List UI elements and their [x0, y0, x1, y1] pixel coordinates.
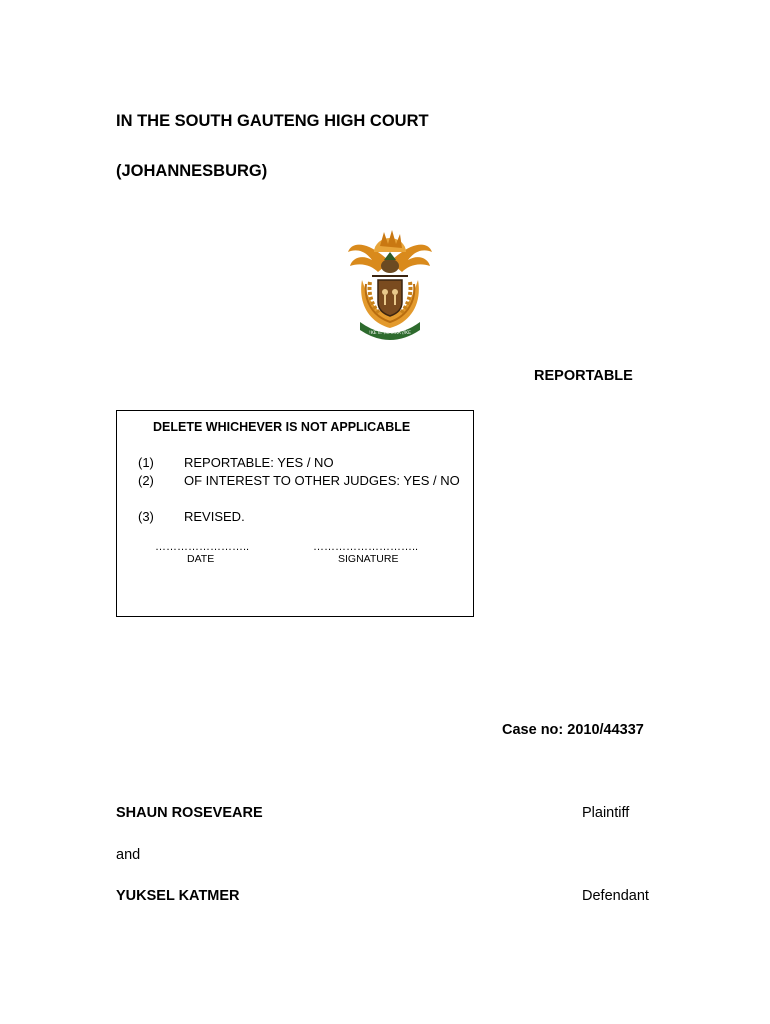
option-number: (1) [138, 455, 154, 470]
defendant-name: YUKSEL KATMER [116, 888, 240, 904]
case-number: Case no: 2010/44337 [502, 722, 644, 738]
option-number: (3) [138, 509, 154, 524]
date-dots: …………………….. [155, 541, 250, 553]
notice-heading: DELETE WHICHEVER IS NOT APPLICABLE [153, 420, 411, 434]
notice-option-3 [117, 509, 475, 525]
date-label: DATE [187, 553, 215, 565]
notice-option-1 [117, 455, 475, 471]
option-number: (2) [138, 473, 154, 488]
signature-dots: ……………………….. [313, 541, 419, 553]
coat-of-arms-icon [340, 222, 440, 340]
option-text: REPORTABLE: YES / NO [184, 455, 334, 470]
reportable-label: REPORTABLE [534, 368, 633, 384]
notice-option-2 [117, 473, 475, 505]
option-text: OF INTEREST TO OTHER JUDGES: YES / NO [184, 473, 460, 488]
defendant-role: Defendant [582, 888, 649, 904]
plaintiff-role: Plaintiff [582, 805, 630, 821]
conjunction-and: and [116, 847, 141, 863]
motto-text: !KE E: /XARRA //KE [369, 331, 411, 336]
court-division: (JOHANNESBURG) [116, 162, 268, 180]
option-text: REVISED. [184, 509, 245, 524]
court-title: IN THE SOUTH GAUTENG HIGH COURT [116, 112, 429, 130]
signature-label: SIGNATURE [338, 553, 399, 565]
plaintiff-name: SHAUN ROSEVEARE [116, 805, 263, 821]
reportability-notice-box [116, 410, 474, 617]
